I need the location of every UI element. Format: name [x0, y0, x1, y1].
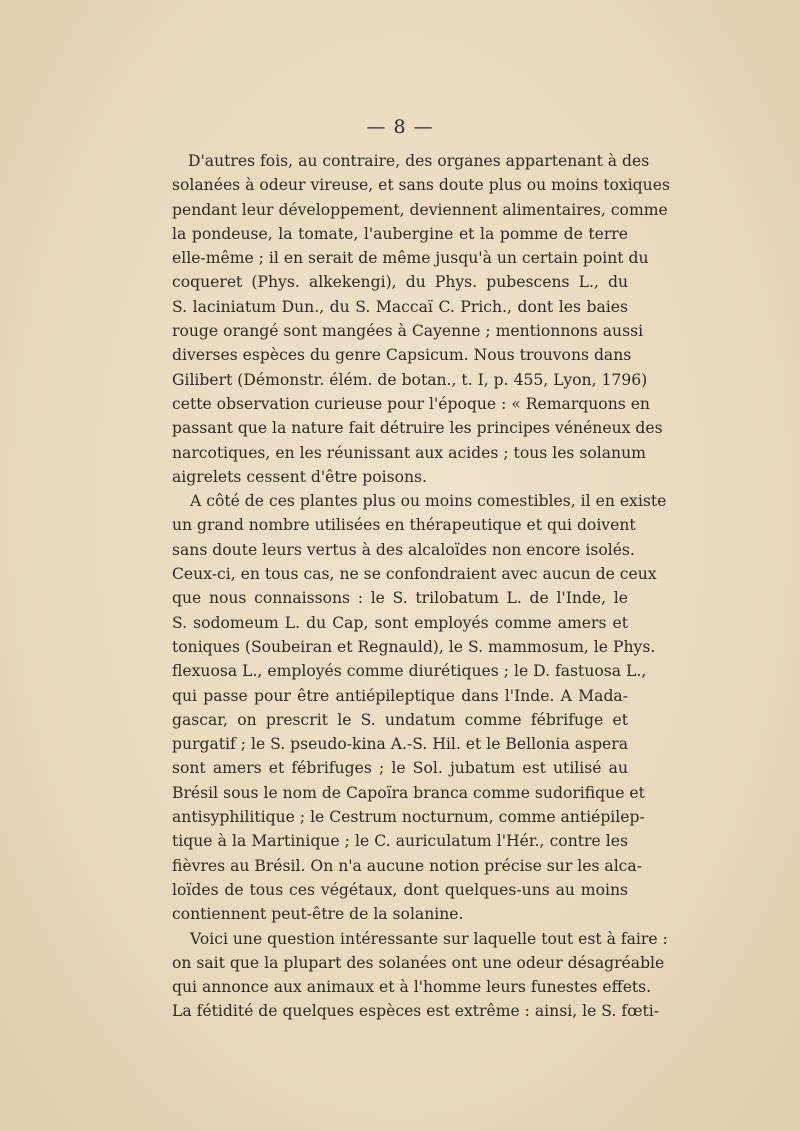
- text-line: D'autres fois, au contraire, des organes appartenant à des: [188, 152, 650, 170]
- text-line: gascar, on prescrit le S. undatum comme fébrifuge et: [172, 710, 628, 729]
- text-line: flexuosa L., employés comme diurétiques ; le D. fastuosa L.,: [172, 662, 647, 681]
- text-line: contiennent peut-être de la solanine.: [172, 905, 464, 924]
- text-line: antisyphilitique ; le Cestrum nocturnum, comme antiépilep-: [172, 808, 645, 827]
- text-line: narcotiques, en les réunissant aux acides ; tous les solanum: [172, 443, 646, 462]
- text-line: S. sodomeum L. du Cap, sont employés comme amers et: [172, 613, 628, 632]
- text-line: passant que la nature fait détruire les principes vénéneux des: [172, 419, 663, 438]
- text-line: Brésil sous le nom de Capoïra branca comme sudorifique et: [172, 783, 645, 802]
- text-line: purgatif ; le S. pseudo-kina A.-S. Hil. et le Bellonia aspera: [172, 735, 629, 754]
- text-line: A côté de ces plantes plus ou moins comestibles, il en existe: [190, 492, 667, 511]
- text-line: Voici une question intéressante sur laquelle tout est à faire :: [190, 929, 668, 948]
- text-line: coqueret (Phys. alkekengi), du Phys. pubescens L., du: [172, 273, 628, 292]
- text-line: pendant leur développement, deviennent alimentaires, comme: [172, 200, 668, 219]
- text-line: Gilibert (Démonstr. élém. de botan., t. I, p. 455, Lyon, 1796): [172, 370, 648, 389]
- text-line: diverses espèces du genre Capsicum. Nous trouvons dans: [172, 346, 632, 365]
- text-line: un grand nombre utilisées en thérapeutique et qui doivent: [172, 516, 636, 535]
- text-line: sont amers et fébrifuges ; le Sol. jubatum est utilisé au: [172, 759, 628, 778]
- text-line: La fétidité de quelques espèces est extrême : ainsi, le S. fœti-: [172, 1002, 660, 1021]
- text-line: toniques (Soubeiran et Regnauld), le S. mammosum, le Phys.: [172, 637, 656, 656]
- text-line: que nous connaissons : le S. trilobatum L. de l'Inde, le: [172, 589, 628, 608]
- text-line: elle-même ; il en serait de même jusqu'à un certain point du: [172, 249, 649, 268]
- page-number: — 8 —: [366, 116, 434, 138]
- text-line: rouge orangé sont mangées à Cayenne ; mentionnons aussi: [172, 322, 644, 341]
- text-line: Ceux-ci, en tous cas, ne se confondraient avec aucun de ceux: [172, 565, 657, 584]
- text-line: S. laciniatum Dun., du S. Maccaï C. Prich., dont les baies: [172, 297, 628, 316]
- text-line: la pondeuse, la tomate, l'aubergine et la pomme de terre: [172, 224, 628, 243]
- text-line: fièvres au Brésil. On n'a aucune notion précise sur les alca-: [172, 856, 642, 875]
- text-line: qui annonce aux animaux et à l'homme leurs funestes effets.: [172, 978, 652, 997]
- text-line: solanées à odeur vireuse, et sans doute plus ou moins toxiques: [172, 176, 670, 195]
- text-line: qui passe pour être antiépileptique dans l'Inde. A Mada-: [172, 686, 628, 705]
- text-line: aigrelets cessent d'être poisons.: [172, 467, 428, 486]
- text-line: cette observation curieuse pour l'époque : « Remarquons en: [172, 394, 650, 413]
- text-line: loïdes de tous ces végétaux, dont quelques-uns au moins: [172, 880, 628, 899]
- text-line: sans doute leurs vertus à des alcaloïdes non encore isolés.: [172, 540, 635, 559]
- body-text: [172, 149, 670, 1024]
- text-line: tique à la Martinique ; le C. auriculatum l'Hér., contre les: [172, 832, 628, 851]
- text-line: on sait que la plupart des solanées ont une odeur désagréable: [172, 953, 665, 972]
